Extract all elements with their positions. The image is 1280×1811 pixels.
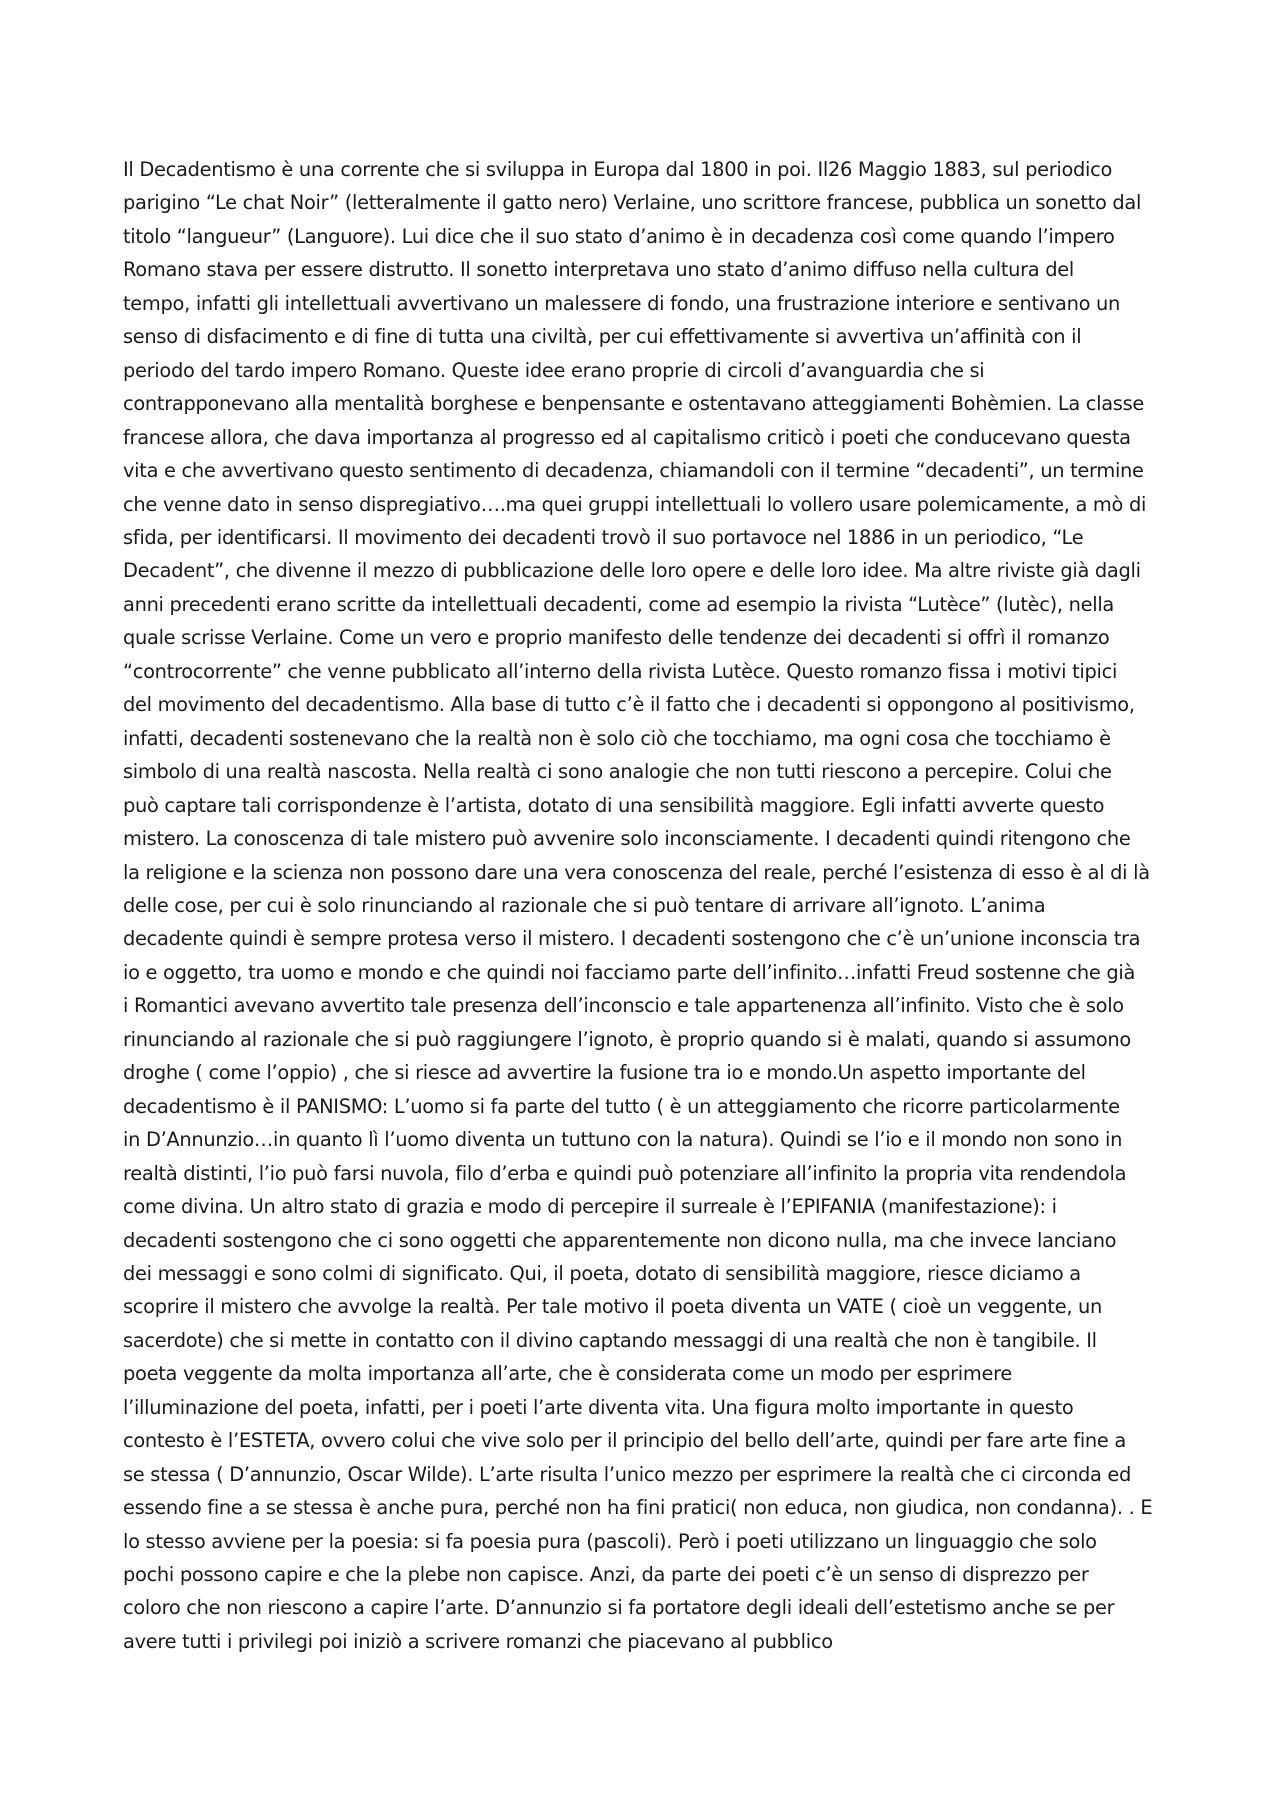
text-line: pochi possono capire e che la plebe non capisce. Anzi, da parte dei poeti c’è un senso di disprezzo per	[123, 1563, 1089, 1587]
text-line: lo stesso avviene per la poesia: si fa poesia pura (pascoli). Però i poeti utilizzano un linguaggio che solo	[123, 1529, 1097, 1553]
text-line: francese allora, che dava importanza al progresso ed al capitalismo criticò i poeti che conducevano questa	[123, 425, 1131, 449]
text-line: titolo “langueur” (Languore). Lui dice che il suo stato d’animo è in decadenza così come quando l’impero	[123, 224, 1115, 248]
text-line: mistero. La conoscenza di tale mistero può avvenire solo inconsciamente. I decadenti quindi ritengono che	[123, 827, 1131, 851]
text-line: del movimento del decadentismo. Alla base di tutto c’è il fatto che i decadenti si oppongono al positivismo,	[123, 693, 1135, 717]
text-line: decadentismo è il PANISMO: L’uomo si fa parte del tutto ( è un atteggiamento che ricorre particolarmente	[123, 1094, 1120, 1118]
text-line: essendo fine a se stessa è anche pura, perché non ha fini pratici( non educa, non giudica, non condanna). . E	[123, 1496, 1153, 1520]
text-line: contesto è l’ESTETA, ovvero colui che vive solo per il principio del bello dell’arte, quindi per fare arte fine a	[123, 1429, 1126, 1453]
body-paragraph	[123, 153, 1183, 1658]
text-line: tempo, infatti gli intellettuali avvertivano un malessere di fondo, una frustrazione interiore e sentivano un	[123, 291, 1121, 315]
text-line: avere tutti i privilegi poi iniziò a scrivere romanzi che piacevano al pubblico	[123, 1629, 833, 1653]
text-line: come divina. Un altro stato di grazia e modo di percepire il surreale è l’EPIFANIA (manifestazione): i	[123, 1195, 1057, 1219]
text-line: delle cose, per cui è solo rinunciando al razionale che si può tentare di arrivare all’ignoto. L’anima	[123, 893, 1046, 917]
text-line: l’illuminazione del poeta, infatti, per i poeti l’arte diventa vita. Una figura molto importante in questo	[123, 1395, 1074, 1419]
text-line: senso di disfacimento e di fine di tutta una civiltà, per cui effettivamente si avvertiva un’affinità con il	[123, 325, 1082, 349]
text-line: se stessa ( D’annunzio, Oscar Wilde). L’arte risulta l’unico mezzo per esprimere la realtà che ci circonda ed	[123, 1462, 1132, 1486]
text-line: vita e che avvertivano questo sentimento di decadenza, chiamandoli con il termine “decadenti”, un termine	[123, 459, 1144, 483]
text-line: poeta veggente da molta importanza all’arte, che è considerata come un modo per esprimere	[123, 1362, 1012, 1386]
text-line: sacerdote) che si mette in contatto con il divino captando messaggi di una realtà che non è tangibile. Il	[123, 1328, 1097, 1352]
text-line: periodo del tardo impero Romano. Queste idee erano proprie di circoli d’avanguardia che si	[123, 358, 985, 382]
text-line: la religione e la scienza non possono dare una vera conoscenza del reale, perché l’esistenza di esso è al di là	[123, 860, 1150, 884]
text-line: sfida, per identificarsi. Il movimento dei decadenti trovò il suo portavoce nel 1886 in un periodico, “Le	[123, 525, 1084, 549]
text-line: Romano stava per essere distrutto. Il sonetto interpretava uno stato d’animo diffuso nella cultura del	[123, 258, 1074, 282]
text-line: “controcorrente” che venne pubblicato all’interno della rivista Lutèce. Questo romanzo fissa i motivi tipici	[123, 659, 1118, 683]
text-line: contrapponevano alla mentalità borghese e benpensante e ostentavano atteggiamenti Bohèmien. La classe	[123, 392, 1145, 416]
text-line: droghe ( come l’oppio) , che si riesce ad avvertire la fusione tra io e mondo.Un aspetto importante del	[123, 1061, 1086, 1085]
text-line: decadente quindi è sempre protesa verso il mistero. I decadenti sostengono che c’è un’unione inconscia tra	[123, 927, 1141, 951]
text-line: che venne dato in senso dispregiativo….ma quei gruppi intellettuali lo vollero usare polemicamente, a mò di	[123, 492, 1147, 516]
text-line: realtà distinti, l’io può farsi nuvola, filo d’erba e quindi può potenziare all’infinito la propria vita rendendola	[123, 1161, 1127, 1185]
text-line: rinunciando al razionale che si può raggiungere l’ignoto, è proprio quando si è malati, quando si assumono	[123, 1027, 1131, 1051]
text-line: quale scrisse Verlaine. Come un vero e proprio manifesto delle tendenze dei decadenti si offrì il romanzo	[123, 626, 1110, 650]
text-line: coloro che non riescono a capire l’arte. D’annunzio si fa portatore degli ideali dell’estetismo anche se per	[123, 1596, 1115, 1620]
text-line: dei messaggi e sono colmi di significato. Qui, il poeta, dotato di sensibilità maggiore, riesce diciamo a	[123, 1261, 1081, 1285]
text-line: anni precedenti erano scritte da intellettuali decadenti, come ad esempio la rivista “Lutèce” (lutèc), nella	[123, 592, 1114, 616]
text-line: in D’Annunzio…in quanto lì l’uomo diventa un tuttuno con la natura). Quindi se l’io e il mondo non sono in	[123, 1128, 1123, 1152]
text-line: parigino “Le chat Noir” (letteralmente il gatto nero) Verlaine, uno scrittore francese, pubblica un sonetto dal	[123, 191, 1142, 215]
text-line: Decadent”, che divenne il mezzo di pubblicazione delle loro opere e delle loro idee. Ma altre riviste già dagli	[123, 559, 1141, 583]
text-line: simbolo di una realtà nascosta. Nella realtà ci sono analogie che non tutti riescono a percepire. Colui che	[123, 760, 1112, 784]
text-line: decadenti sostengono che ci sono oggetti che apparentemente non dicono nulla, ma che invece lanciano	[123, 1228, 1117, 1252]
text-line: Il Decadentismo è una corrente che si sviluppa in Europa dal 1800 in poi. Il26 Maggio 1883, sul periodico	[123, 158, 1113, 181]
text-line: i Romantici avevano avvertito tale presenza dell’inconscio e tale appartenenza all’infinito. Visto che è solo	[123, 994, 1124, 1018]
text-line: scoprire il mistero che avvolge la realtà. Per tale motivo il poeta diventa un VATE ( cioè un veggente, un	[123, 1295, 1103, 1319]
text-line: può captare tali corrispondenze è l’artista, dotato di una sensibilità maggiore. Egli infatti avverte questo	[123, 793, 1105, 817]
text-line: io e oggetto, tra uomo e mondo e che quindi noi facciamo parte dell’infinito…infatti Freud sostenne che già	[123, 960, 1136, 984]
text-line: infatti, decadenti sostenevano che la realtà non è solo ciò che tocchiamo, ma ogni cosa che tocchiamo è	[123, 726, 1111, 750]
